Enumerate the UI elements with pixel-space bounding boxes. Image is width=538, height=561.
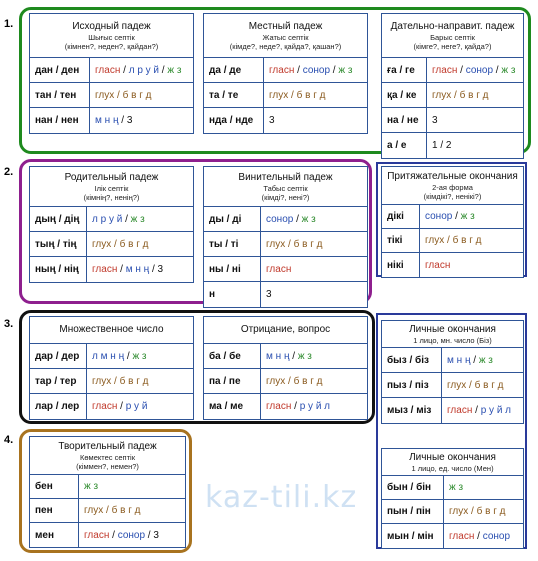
condition-cell <box>264 83 325 107</box>
suffix-cell: дың / дің <box>30 207 87 231</box>
condition-cell <box>261 207 316 231</box>
condition-cell <box>420 229 481 252</box>
condition-segment: гласн <box>425 259 451 271</box>
table-subtitle: 2-ая форма <box>432 182 473 192</box>
table-title: Исходный падеж <box>72 20 151 32</box>
condition-segment: ж з <box>449 482 464 493</box>
table-tvoritelny-padezh <box>29 436 186 548</box>
condition-cell <box>261 344 312 368</box>
condition-segment: / <box>474 530 483 542</box>
condition-cell <box>261 369 322 393</box>
condition-segment: / <box>109 529 118 541</box>
table-row <box>382 398 523 423</box>
condition-segment: / 3 <box>149 264 164 275</box>
condition-segment: / <box>472 405 481 416</box>
condition-cell <box>261 282 272 307</box>
condition-cell <box>444 500 505 523</box>
condition-segment: / <box>159 64 168 76</box>
condition-segment: / 3 <box>145 529 159 541</box>
table-row <box>382 58 523 83</box>
condition-segment: ж з <box>167 64 182 76</box>
condition-segment: ж з <box>301 213 316 225</box>
table-subtitle: Табыс септік <box>263 183 308 193</box>
table-title: Личные окончания <box>409 451 496 463</box>
condition-segment: сонор <box>302 64 331 76</box>
condition-segment: / <box>293 213 302 225</box>
table-title: Множественное число <box>59 324 164 335</box>
section-number-1: 1. <box>4 18 14 30</box>
condition-cell <box>261 232 322 256</box>
table-row <box>382 133 523 158</box>
condition-cell <box>87 369 148 393</box>
condition-cell <box>444 476 463 499</box>
suffix-cell: нда / нде <box>204 108 264 133</box>
table-iskhodny-padezh <box>29 13 194 134</box>
suffix-cell: ма / ме <box>204 394 261 419</box>
condition-cell <box>261 394 330 419</box>
condition-segment: глух / б в г д <box>84 505 141 516</box>
table-questions: (кімге?, неге?, қайда?) <box>413 41 492 51</box>
table-title: Отрицание, вопрос <box>240 324 331 335</box>
table-header <box>382 449 523 476</box>
condition-cell <box>79 499 140 522</box>
section-number-2: 2. <box>4 166 14 178</box>
condition-segment: глух / б в г д <box>425 235 482 246</box>
condition-segment: / <box>294 64 303 76</box>
table-lichnye-okonchaniya-biz <box>381 320 524 424</box>
condition-cell <box>427 133 451 158</box>
section-number-3: 3. <box>4 318 14 330</box>
condition-segment: 3 <box>269 115 275 126</box>
table-header <box>30 437 185 475</box>
condition-segment: ж з <box>130 213 145 225</box>
suffix-cell: ға / ге <box>382 58 427 82</box>
condition-segment: / <box>120 64 129 76</box>
suffix-cell: нан / нен <box>30 108 90 133</box>
table-row <box>382 108 523 133</box>
condition-segment: гласн <box>266 263 292 275</box>
suffix-cell: дар / дер <box>30 344 87 368</box>
condition-cell <box>427 58 515 82</box>
condition-cell <box>87 344 147 368</box>
condition-segment: ж з <box>297 350 312 362</box>
suffix-cell: ның / нің <box>30 257 87 282</box>
condition-cell <box>261 257 291 281</box>
condition-segment: сонор <box>266 213 294 225</box>
table-row <box>30 499 185 523</box>
condition-segment: л р у й <box>128 64 160 76</box>
table-row <box>30 232 193 257</box>
condition-segment: сонор <box>465 64 494 76</box>
table-header <box>30 14 193 58</box>
table-header <box>204 167 367 207</box>
condition-segment: ж з <box>338 64 353 76</box>
condition-cell <box>442 348 493 372</box>
table-otricanie-vopros <box>203 316 368 420</box>
table-datelno-padezh <box>381 13 524 159</box>
condition-segment: гласн <box>447 405 473 416</box>
table-title: Винительный падеж <box>238 171 333 183</box>
suffix-cell: мыз / міз <box>382 398 442 423</box>
table-row <box>382 348 523 373</box>
condition-segment: гласн <box>432 64 458 76</box>
condition-segment: 3 <box>432 114 438 126</box>
condition-cell <box>79 475 98 498</box>
condition-segment: гласн <box>449 530 475 542</box>
suffix-cell: лар / лер <box>30 394 87 419</box>
condition-segment: гласн <box>266 401 292 412</box>
suffix-cell: пын / пін <box>382 500 444 523</box>
suffix-cell: н <box>204 282 261 307</box>
table-row <box>204 58 367 83</box>
table-subtitle: Ілік септік <box>94 183 129 193</box>
condition-segment: гласн <box>95 64 121 76</box>
table-subtitle: Көмектес септік <box>80 452 135 462</box>
condition-segment: глух / б в г д <box>432 89 489 101</box>
condition-cell <box>264 58 352 82</box>
table-questions: (кімнен?, неден?, қайдан?) <box>64 41 159 51</box>
condition-segment: глух / б в г д <box>92 375 149 387</box>
condition-segment: ж з <box>478 354 493 366</box>
condition-cell <box>442 398 511 423</box>
table-header <box>382 14 523 58</box>
condition-segment: ж з <box>501 64 516 76</box>
section-number-4: 4. <box>4 434 14 446</box>
table-row <box>30 83 193 108</box>
condition-segment: / <box>452 211 461 222</box>
suffix-cell: да / де <box>204 58 264 82</box>
table-header <box>204 317 367 344</box>
table-row <box>382 83 523 108</box>
condition-cell <box>90 58 181 82</box>
table-title: Местный падеж <box>248 20 323 32</box>
table-header <box>30 167 193 207</box>
condition-cell <box>444 524 510 548</box>
condition-segment: / <box>493 64 502 76</box>
table-row <box>204 207 367 232</box>
condition-cell <box>87 232 148 256</box>
table-title: Дательно-направит. падеж <box>390 20 515 32</box>
condition-segment: глух / б в г д <box>266 375 323 387</box>
condition-segment: глух / б в г д <box>447 379 504 391</box>
table-row <box>30 108 193 133</box>
suffix-cell: па / пе <box>204 369 261 393</box>
table-row <box>382 229 523 253</box>
table-header <box>30 317 193 344</box>
table-header <box>382 321 523 348</box>
condition-segment: гласн <box>92 264 118 275</box>
condition-cell <box>87 394 147 419</box>
condition-segment: гласн <box>84 529 110 541</box>
watermark: kaz-tili.kz <box>205 480 358 515</box>
suffix-cell: ба / бе <box>204 344 261 368</box>
table-row <box>30 58 193 83</box>
condition-segment: ж з <box>460 211 475 222</box>
table-questions: (кімнің?, ненің?) <box>83 192 140 202</box>
table-row <box>204 232 367 257</box>
suffix-cell: мен <box>30 523 79 547</box>
table-row <box>30 523 185 547</box>
table-title: Притяжательные окончания <box>387 170 518 182</box>
table-row <box>204 369 367 394</box>
suffix-cell: тікі <box>382 229 420 252</box>
table-roditelny-padezh <box>29 166 194 283</box>
table-questions: (кімде?, неде?, қайда?, қашан?) <box>229 41 342 51</box>
table-title: Творительный падеж <box>58 440 157 452</box>
table-row <box>204 394 367 419</box>
table-row <box>30 369 193 394</box>
condition-segment: гласн <box>92 401 118 412</box>
condition-cell <box>87 207 145 231</box>
condition-segment: 1 / 2 <box>432 140 452 151</box>
suffix-cell: тан / тен <box>30 83 90 107</box>
table-questions: (кіммен?, немен?) <box>76 461 139 471</box>
table-row <box>204 83 367 108</box>
table-vinitelny-padezh <box>203 166 368 308</box>
suffix-cell: нікі <box>382 253 420 277</box>
condition-segment: / 3 <box>118 115 133 126</box>
condition-segment: м н ң <box>125 264 150 275</box>
suffix-cell: тың / тің <box>30 232 87 256</box>
suffix-cell: дан / ден <box>30 58 90 82</box>
table-row <box>382 205 523 229</box>
condition-segment: / <box>457 64 466 76</box>
suffix-cell: тар / тер <box>30 369 87 393</box>
suffix-cell: дікі <box>382 205 420 228</box>
condition-segment: р у й л <box>299 401 331 412</box>
suffix-cell: бен <box>30 475 79 498</box>
condition-segment: / <box>117 401 126 412</box>
table-header <box>382 167 523 205</box>
condition-cell <box>90 108 132 133</box>
table-questions: (кімдікі?, ненікі?) <box>423 191 482 201</box>
condition-cell <box>427 108 438 132</box>
table-row <box>382 524 523 548</box>
condition-segment: / <box>122 213 131 225</box>
table-row <box>30 475 185 499</box>
condition-segment: / <box>291 401 300 412</box>
condition-segment: / <box>470 354 479 366</box>
table-row <box>30 394 193 419</box>
table-title: Личные окончания <box>409 323 496 335</box>
table-prityazh-okonchaniya <box>381 166 524 278</box>
table-subtitle: Барыс септік <box>430 32 475 42</box>
table-subtitle: Жатыс септік <box>262 32 309 42</box>
table-subtitle: 1 лицо, ед. число (Мен) <box>411 463 494 473</box>
condition-cell <box>87 257 163 282</box>
condition-segment: / <box>117 264 126 275</box>
condition-segment: / <box>124 350 133 362</box>
table-subtitle: 1 лицо, мн. число (Біз) <box>413 335 492 345</box>
condition-segment: м н ң <box>95 115 119 126</box>
table-questions: (кімді?, нені?) <box>261 192 310 202</box>
condition-segment: ж з <box>132 350 147 362</box>
condition-segment: / <box>289 350 298 362</box>
table-subtitle: Шығыс септік <box>88 32 135 42</box>
condition-segment: глух / б в г д <box>269 89 326 101</box>
condition-cell <box>420 205 475 228</box>
table-row <box>204 282 367 307</box>
condition-segment: глух / б в г д <box>266 238 323 250</box>
suffix-cell: ны / ні <box>204 257 261 281</box>
table-row <box>382 476 523 500</box>
suffix-cell: ты / ті <box>204 232 261 256</box>
suffix-cell: пен <box>30 499 79 522</box>
condition-segment: гласн <box>269 64 295 76</box>
suffix-cell: быз / біз <box>382 348 442 372</box>
condition-segment: глух / б в г д <box>449 506 506 517</box>
condition-segment: ж з <box>84 481 99 492</box>
condition-segment: л р у й <box>92 213 123 225</box>
condition-segment: глух / б в г д <box>95 89 152 101</box>
table-header <box>204 14 367 58</box>
condition-segment: р у й л <box>480 405 512 416</box>
suffix-cell: қа / ке <box>382 83 427 107</box>
condition-segment: сонор <box>425 211 453 222</box>
condition-cell <box>90 83 151 107</box>
suffix-cell: ды / ді <box>204 207 261 231</box>
condition-cell <box>264 108 275 133</box>
suffix-cell: а / е <box>382 133 427 158</box>
table-row <box>30 257 193 282</box>
condition-segment: м н ң <box>266 350 290 362</box>
table-mnozh-chislo <box>29 316 194 420</box>
table-row <box>204 257 367 282</box>
condition-segment: л м н ң <box>92 350 125 362</box>
condition-segment: м н ң <box>447 354 471 366</box>
condition-cell <box>427 83 488 107</box>
condition-cell <box>442 373 503 397</box>
table-row <box>30 344 193 369</box>
suffix-cell: пыз / піз <box>382 373 442 397</box>
condition-segment: сонор <box>117 529 146 541</box>
suffix-cell: мын / мін <box>382 524 444 548</box>
condition-segment: / <box>330 64 339 76</box>
table-row <box>382 373 523 398</box>
table-row <box>382 500 523 524</box>
suffix-cell: та / те <box>204 83 264 107</box>
condition-segment: р у й <box>125 401 148 412</box>
suffix-cell: бын / бін <box>382 476 444 499</box>
table-lichnye-okonchaniya-men <box>381 448 524 549</box>
condition-segment: 3 <box>266 289 272 300</box>
table-row <box>382 253 523 277</box>
condition-segment: глух / б в г д <box>92 238 149 250</box>
condition-cell <box>420 253 450 277</box>
condition-cell <box>79 523 159 547</box>
table-row <box>30 207 193 232</box>
table-title: Родительный падеж <box>64 171 159 183</box>
condition-segment: сонор <box>482 530 511 542</box>
table-mestny-padezh <box>203 13 368 134</box>
table-row <box>204 344 367 369</box>
table-row <box>204 108 367 133</box>
suffix-cell: на / не <box>382 108 427 132</box>
